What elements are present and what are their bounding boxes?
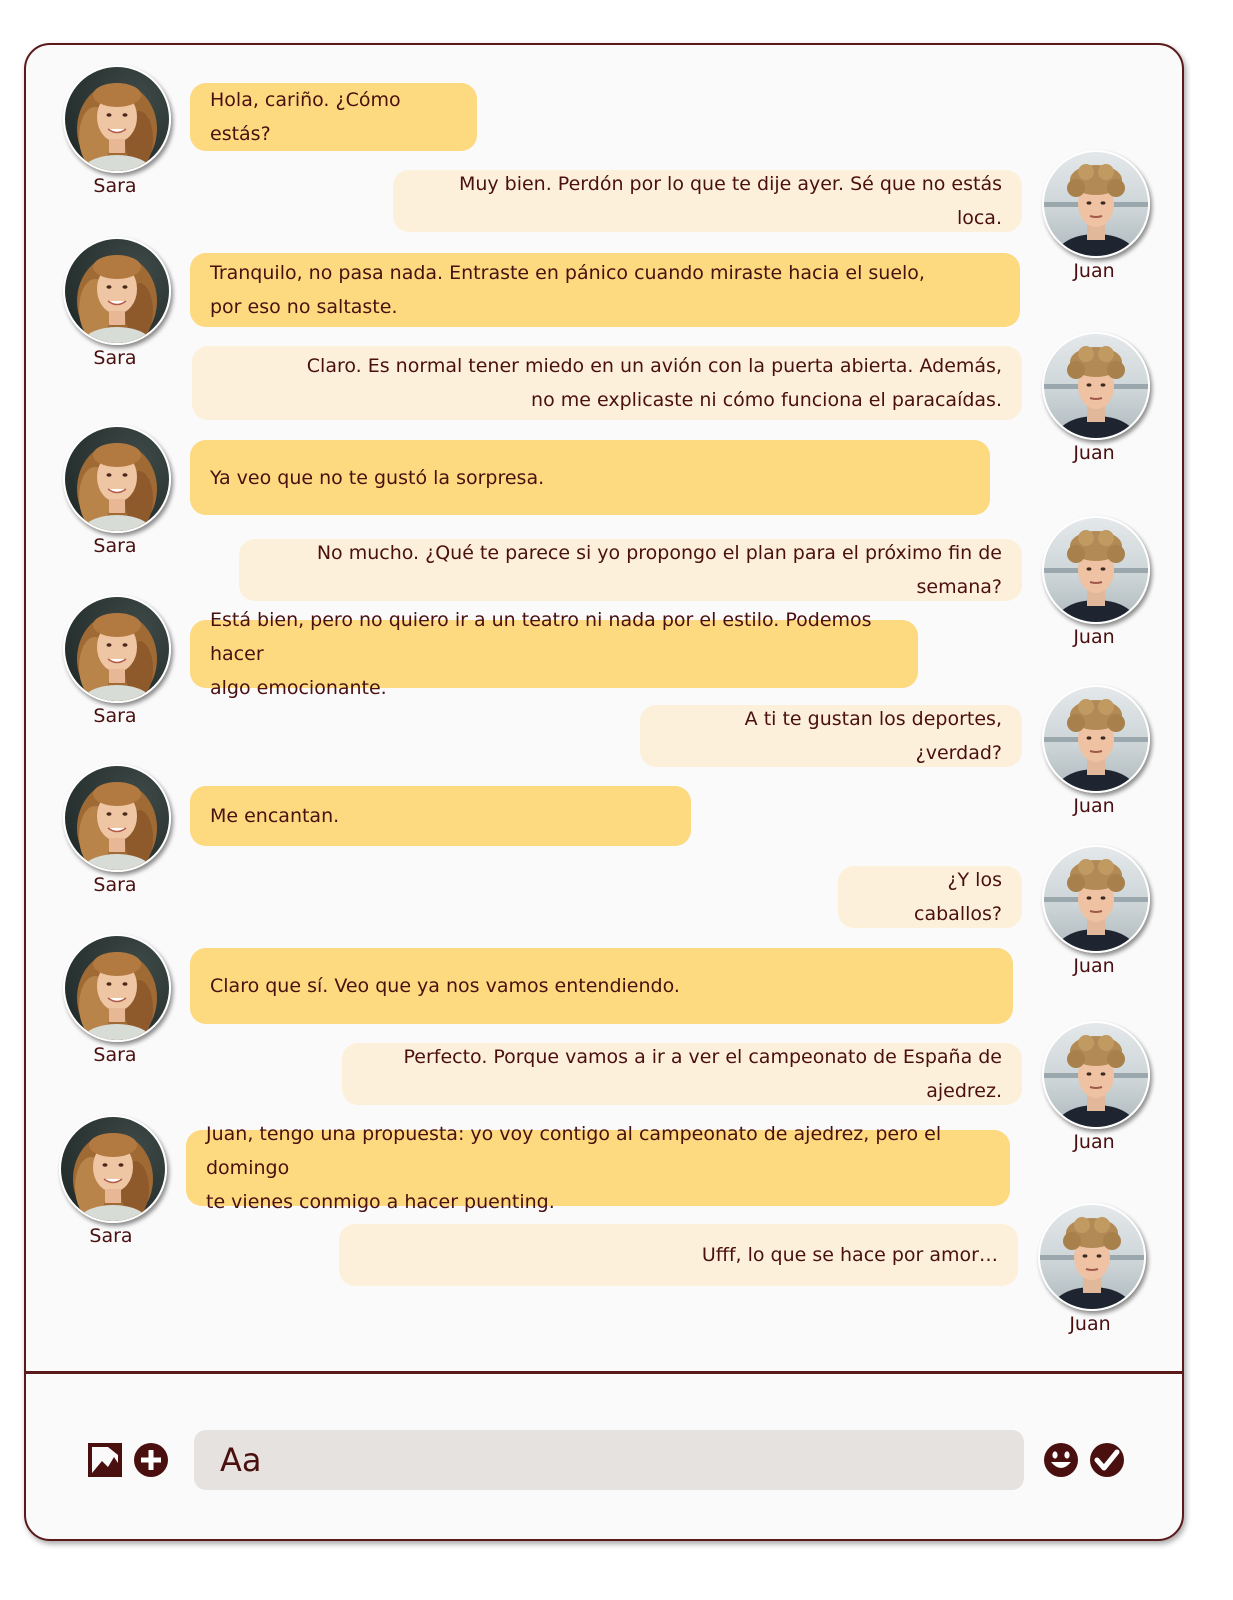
composer-bar <box>26 1375 1182 1539</box>
message-text <box>702 1238 998 1272</box>
message-bubble <box>640 705 1022 767</box>
message-line: Me encantan. <box>210 805 340 827</box>
avatar-sara[interactable] <box>63 237 171 345</box>
message-line: no me explicaste ni cómo funciona el paracaídas. <box>531 389 1002 411</box>
message-text <box>858 863 1002 931</box>
message-text <box>259 536 1002 604</box>
avatar-juan[interactable] <box>1042 685 1150 793</box>
message-text <box>206 1117 990 1219</box>
avatar-sara[interactable] <box>63 934 171 1042</box>
sender-name: Sara <box>93 705 137 727</box>
emoji-icon[interactable] <box>1042 1441 1080 1479</box>
message-line: Muy bien. Perdón por lo que te dije ayer. Sé que no estás loca. <box>458 173 1002 229</box>
message-bubble <box>339 1224 1018 1286</box>
message-text <box>210 969 680 1003</box>
avatar-juan[interactable] <box>1042 332 1150 440</box>
sender-name: Juan <box>1073 955 1115 977</box>
message-bubble <box>190 786 691 846</box>
message-line: Ufff, lo que se hace por amor… <box>701 1244 998 1266</box>
message-line: Ya veo que no te gustó la sorpresa. <box>210 466 545 489</box>
message-text <box>210 603 898 705</box>
message-bubble <box>342 1043 1022 1105</box>
sender-name: Juan <box>1073 442 1115 464</box>
avatar-sara[interactable] <box>63 65 171 173</box>
plus-icon[interactable] <box>132 1441 170 1479</box>
message-line: Tranquilo, no pasa nada. Entraste en pánico cuando miraste hacia el suelo, <box>210 262 925 284</box>
message-line: Juan, tengo una propuesta: yo voy contigo al campeonato de ajedrez, pero el domingo <box>206 1123 942 1179</box>
message-text <box>210 256 925 324</box>
message-line: algo emocionante. <box>210 677 387 699</box>
message-text <box>210 799 339 833</box>
chat-window <box>24 43 1184 1541</box>
message-text <box>362 1040 1002 1108</box>
avatar-juan[interactable] <box>1042 150 1150 258</box>
sender-name: Juan <box>1073 795 1115 817</box>
divider <box>26 1371 1182 1374</box>
avatar-sara[interactable] <box>63 764 171 872</box>
message-line: Perfecto. Porque vamos a ir a ver el campeonato de España de ajedrez. <box>403 1046 1002 1102</box>
image-icon[interactable] <box>88 1443 122 1477</box>
message-input[interactable] <box>194 1430 1024 1490</box>
message-line: Claro que sí. Veo que ya nos vamos entendiendo. <box>210 975 680 997</box>
avatar-sara[interactable] <box>59 1115 167 1223</box>
avatar-juan[interactable] <box>1038 1203 1146 1311</box>
message-line: te vienes conmigo a hacer puenting. <box>206 1191 555 1213</box>
message-text <box>413 167 1002 235</box>
message-text <box>660 702 1002 770</box>
message-line: Está bien, pero no quiero ir a un teatro ni nada por el estilo. Podemos hacer <box>210 609 872 665</box>
avatar-sara[interactable] <box>63 425 171 533</box>
message-bubble <box>190 440 990 515</box>
sender-name: Sara <box>89 1225 133 1247</box>
message-bubble <box>190 83 477 151</box>
message-line: Claro. Es normal tener miedo en un avión con la puerta abierta. Además, <box>306 355 1002 377</box>
avatar-sara[interactable] <box>63 595 171 703</box>
message-line: Hola, cariño. ¿Cómo estás? <box>210 89 401 145</box>
sender-name: Juan <box>1073 626 1115 648</box>
avatar-juan[interactable] <box>1042 516 1150 624</box>
message-text <box>307 349 1002 417</box>
sender-name: Sara <box>93 535 137 557</box>
message-bubble <box>190 948 1013 1024</box>
sender-name: Sara <box>93 874 137 896</box>
message-line: ¿Y los caballos? <box>914 869 1002 925</box>
message-bubble <box>838 866 1022 928</box>
message-text <box>210 83 457 151</box>
message-line: No mucho. ¿Qué te parece si yo propongo el plan para el próximo fin de semana? <box>316 542 1002 598</box>
message-bubble <box>190 609 918 699</box>
message-bubble <box>192 346 1022 420</box>
sender-name: Juan <box>1073 260 1115 282</box>
avatar-juan[interactable] <box>1042 1021 1150 1129</box>
sender-name: Sara <box>93 1044 137 1066</box>
message-bubble <box>186 1123 1010 1213</box>
message-bubble <box>239 539 1022 601</box>
sender-name: Juan <box>1073 1131 1115 1153</box>
message-line: por eso no saltaste. <box>210 296 398 318</box>
sender-name: Sara <box>93 347 137 369</box>
sender-name: Sara <box>93 175 137 197</box>
message-bubble <box>190 253 1020 327</box>
message-bubble <box>393 170 1022 232</box>
message-text <box>210 461 544 495</box>
message-line: A ti te gustan los deportes, ¿verdad? <box>744 708 1002 764</box>
avatar-juan[interactable] <box>1042 845 1150 953</box>
send-check-icon[interactable] <box>1088 1441 1126 1479</box>
sender-name: Juan <box>1069 1313 1111 1335</box>
